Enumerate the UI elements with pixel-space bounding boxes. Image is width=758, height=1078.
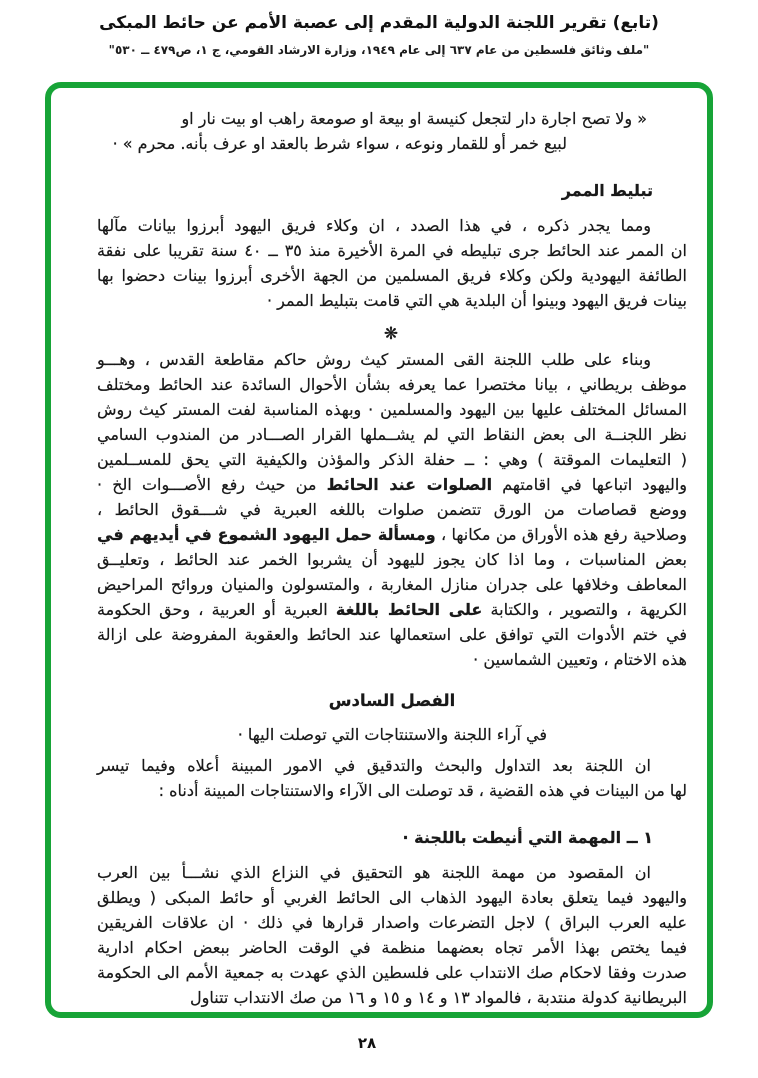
paragraph [97, 213, 687, 313]
text-line: ان اللجنة بعد التداول والبحث والتدقيق في الامور المبينة أعلاه وفيما تيسر [97, 756, 651, 775]
text-line: نظر اللجنــة الى بعض النقاط التي لم يشــملها القرار الصـــادر من المندوب السامي [97, 425, 687, 444]
text-line: ان الممر عند الحائط جرى تبليطه في المرة الأخيرة منذ ٣٥ ــ ٤٠ سنة تقريبا على نفقة [97, 241, 688, 260]
text-segment: الكريهة ، والتصوير ، والكتابة [482, 600, 688, 619]
text-line: لبيع خمر أو للقمار ونوعه ، سواء شرط بالعقد او عرف بأنه. محرم » · [112, 134, 567, 153]
text-line: ان المقصود من مهمة اللجنة هو التحقيق في النزاع الذي نشـــأ بين العرب [97, 863, 651, 882]
text-line: بعض المناسبات ، وما اذا كان يجوز لليهود أن يشربوا الخمر عند الحائط ، وتعليــق [97, 550, 687, 569]
text-line [97, 472, 687, 497]
page-header [0, 12, 758, 57]
chapter-heading: الفصل السادس [328, 691, 456, 710]
text-line: هذه الاختام ، وتعيين الشماسين · [473, 650, 687, 669]
text-segment: واليهود اتباعها في اقامتهم [492, 475, 687, 494]
text-segment: وصلاحية رفع هذه الأوراق من مكانها ، [435, 525, 688, 544]
document-source-citation: "ملف وثائق فلسطين من عام ٦٣٧ إلى عام ١٩٤٩، وزارة الارشاد القومي، ج ١، ص٤٧٩ ــ ٥٣٠" [108, 43, 650, 57]
document-body [97, 106, 687, 1010]
paragraph [97, 753, 687, 803]
text-line: واليهود فيما يتعلق بعادة اليهود الذهاب الى الحائط الغربي أو حائط المبكى ( ويطلق [97, 888, 687, 907]
text-segment: من حيث رفع الأصـــوات الخ · [97, 475, 327, 494]
text-line [97, 522, 687, 547]
quote [97, 106, 687, 156]
paragraph [97, 860, 687, 1010]
text-line: الطائفة اليهودية ولكن وكلاء فريق المسلمين من الجهة الأخرى أبرزوا بينات دحضوا بها [97, 266, 687, 285]
text-line: وبناء على طلب اللجنة القى المستر كيث روش حاكم مقاطعة القدس ، وهـــو [97, 350, 651, 369]
text-line: ووضع قصاصات من الورق تتضمن صلوات باللغه العبرية في شـــقوق الحائط ، [97, 500, 687, 519]
section-heading: تبليط الممر [561, 181, 653, 200]
text-line: عليه العرب البراق ) لاجل التضرعات واصدار قرارها في ذلك · ان علاقات الفريقين [97, 913, 687, 932]
green-border-frame [45, 82, 713, 1018]
text-line: في ختم الأدوات التي توافق على استعمالها عند الحائط والعقوبة المفروضة على ازالة [97, 625, 687, 644]
subtitle: في آراء اللجنة والاستنتاجات التي توصلت اليها · [237, 725, 547, 744]
text-line: المسائل المختلف عليها بين اليهود والمسلمين · وبهذه المناسبة لفت المستر كيث روش [97, 400, 687, 419]
text-line: المعاطف وخلافها على جدران منازل المغاربة ، والمتسولون والمنيان وروائح المراحيض [97, 575, 687, 594]
text-line: بينات فريق اليهود وبينوا أن البلدية هي التي قامت بتبليط الممر · [266, 291, 687, 310]
text-line: البريطانية كدولة منتدبة ، فالمواد ١٣ و ١٤ و ١٥ و ١٦ من صك الانتداب تتناول [190, 988, 687, 1007]
text-line: ( التعليمات الموقتة ) وهي : ــ حفلة الذكر والمؤذن والكيفية التي يحق للمســلمين [97, 450, 687, 469]
text-line [97, 597, 687, 622]
text-line: فيما يختص بهذا الأمر تجاه بعضهما منظمة في الوقت الحاضر ببعض احكام ادارية [97, 938, 687, 957]
text-line: صدرت وفقا لاحكام صك الانتداب على فلسطين الذي عهدت به جمعية الأمم الى الحكومة [97, 963, 687, 982]
bold-text: على الحائط باللغة [335, 600, 483, 619]
paragraph [97, 347, 687, 672]
section-heading: ١ ــ المهمة التي أنيطت باللجنة · [402, 828, 653, 847]
page-number: ٢٨ [357, 1034, 377, 1052]
bold-text: ومسألة حمل اليهود الشموع في أيديهم في [97, 525, 436, 544]
text-line: لها من البينات في هذه القضية ، قد توصلت الى الآراء والاستنتاجات المبينة أدناه : [158, 781, 687, 800]
bold-text: الصلوات عند الحائط [326, 475, 493, 494]
text-segment: العبرية أو العربية ، وحق الحكومة [97, 600, 336, 619]
ornament-separator-icon: ❋ [383, 324, 401, 344]
text-line: « ولا تصح اجارة دار لتجعل كنيسة او بيعة او صومعة راهب او بيت نار او [181, 109, 647, 128]
text-line: ومما يجدر ذكره ، في هذا الصدد ، ان وكلاء فريق اليهود أبرزوا بيانات مآلها [97, 216, 651, 235]
document-title: (تابع) تقرير اللجنة الدولية المقدم إلى عصبة الأمم عن حائط المبكى [99, 13, 659, 33]
text-line: موظف بريطاني ، بيانا مختصرا عما يعرفه بشأن الأحوال السائدة عند الحائط ومختلف [97, 375, 687, 394]
